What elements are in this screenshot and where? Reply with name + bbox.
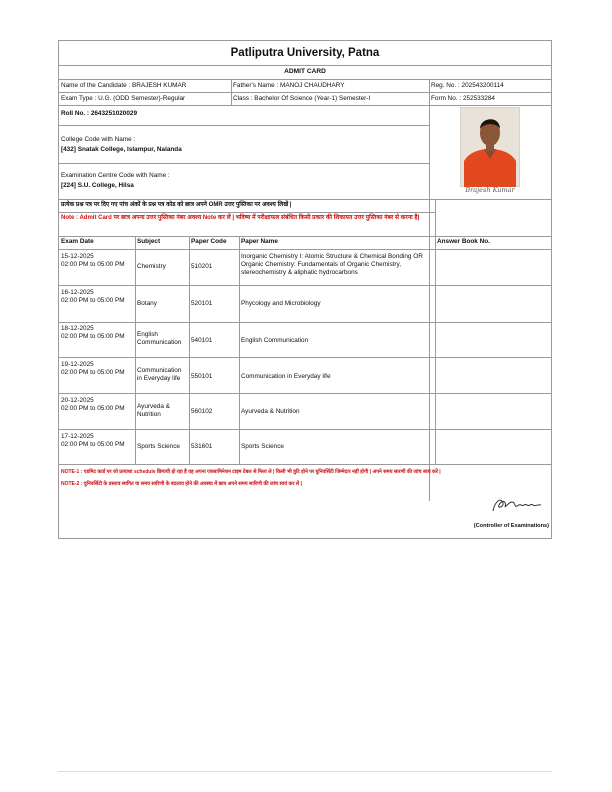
form-no: Form No. : 252533284 (431, 95, 495, 102)
paper-code: 560102 (191, 408, 213, 415)
paper-name: Sports Science (241, 443, 284, 450)
father-name: Father's Name : MANOJ CHAUDHARY (233, 82, 345, 89)
subject: Communication in Everyday life (137, 367, 182, 382)
subject: Botany (137, 300, 157, 307)
roll-no: Roll No. : 2643251020029 (61, 110, 138, 117)
candidate-photo (460, 107, 520, 187)
subject: Chemistry (137, 263, 166, 270)
paper-code: 550101 (191, 373, 213, 380)
centre-label: Examination Centre Code with Name : (61, 172, 170, 179)
controller-caption: (Controller of Examinations) (473, 523, 549, 529)
note-2: NOTE-2 : युनिवर्सिटी के प्रस्ताव स्थगित या समय सारिणी के बदलाव होने की अवस्था में छात्र अपने समय सारिणी की जांच स्वयं कर लें | (61, 481, 302, 487)
th-paper-name: Paper Name (241, 238, 278, 245)
document-type: ADMIT CARD (59, 65, 551, 80)
university-title: Patliputra University, Patna (59, 41, 551, 66)
college-value: [432] Snatak College, Islampur, Nalanda (61, 146, 182, 153)
college-label: College Code with Name : (61, 136, 136, 143)
th-paper-code: Paper Code (191, 238, 227, 245)
photo-signature: Brajesh Kumar (465, 186, 515, 194)
paper-name: Communication in Everyday life (241, 373, 331, 380)
subject: English Communication (137, 331, 182, 346)
exam-date: 17-12-2025 02:00 PM to 05:00 PM (61, 433, 125, 448)
exam-date: 20-12-2025 02:00 PM to 05:00 PM (61, 397, 125, 412)
th-answer-book: Answer Book No. (437, 238, 490, 245)
candidate-name: Name of the Candidate : BRAJESH KUMAR (61, 82, 187, 89)
exam-type: Exam Type : U.G. (ODD Semester)-Regular (61, 95, 186, 102)
note-1: NOTE-1 : एडमिट कार्ड पर जो प्रत्याशा schedule छिपायी हो रहा है वह अपना एक्जामिनेशन टाइम टेबल से मिला ले | किसी भी त्रुटि होने पर युनिवर्सिटी जिम्मेदार नहीं होगी | अपने समय सारणी की जांच स्वयं करें | (61, 469, 441, 475)
paper-name: English Communication (241, 337, 309, 344)
centre-value: [224] S.U. College, Hilsa (61, 182, 134, 189)
reg-no: Reg. No. : 202543200114 (431, 82, 504, 89)
class-name: Class : Bachelor Of Science (Year-1) Semester-I (233, 95, 371, 102)
page-footer-divider (58, 771, 552, 772)
paper-name: Phycology and Microbiology (241, 300, 321, 307)
instruction-line: प्रत्येक प्रश्न पत्र पर दिए गए पांच अंकों के प्रश्न पत्र कोड को छात्र अपने OMR उत्तर पुस्तिका पर अवश्य लिखें | (61, 202, 292, 208)
exam-date: 19-12-2025 02:00 PM to 05:00 PM (61, 361, 125, 376)
paper-code: 540101 (191, 337, 213, 344)
controller-signature (487, 493, 547, 517)
paper-code: 510201 (191, 263, 213, 270)
exam-date: 15-12-2025 02:00 PM to 05:00 PM (61, 253, 125, 268)
paper-name: Inorganic Chemistry I: Atomic Structure & Chemical Bonding OR Organic Chemistry: Fundamentals of Organic Chemistry, stereochemistry & aliphatic hydrocarbons (241, 253, 423, 276)
note-answer-book: Note : Admit Card पर छात्र अपना उत्तर पुस्तिका नंबर अवश्य Note कर लें | भविष्य में परीक्षाफल संबंधित किसी प्रकार की शिकायत उत्तर पुस्तिका नंबर से करना है| (61, 215, 420, 221)
paper-code: 531601 (191, 443, 213, 450)
subject: Sports Science (137, 443, 180, 450)
exam-date: 18-12-2025 02:00 PM to 05:00 PM (61, 325, 125, 340)
subject: Ayurveda & Nutrition (137, 403, 170, 418)
paper-code: 520101 (191, 300, 213, 307)
th-exam-date: Exam Date (61, 238, 94, 245)
paper-name: Ayurveda & Nutrition (241, 408, 300, 415)
th-subject: Subject (137, 238, 161, 245)
exam-date: 16-12-2025 02:00 PM to 05:00 PM (61, 289, 125, 304)
